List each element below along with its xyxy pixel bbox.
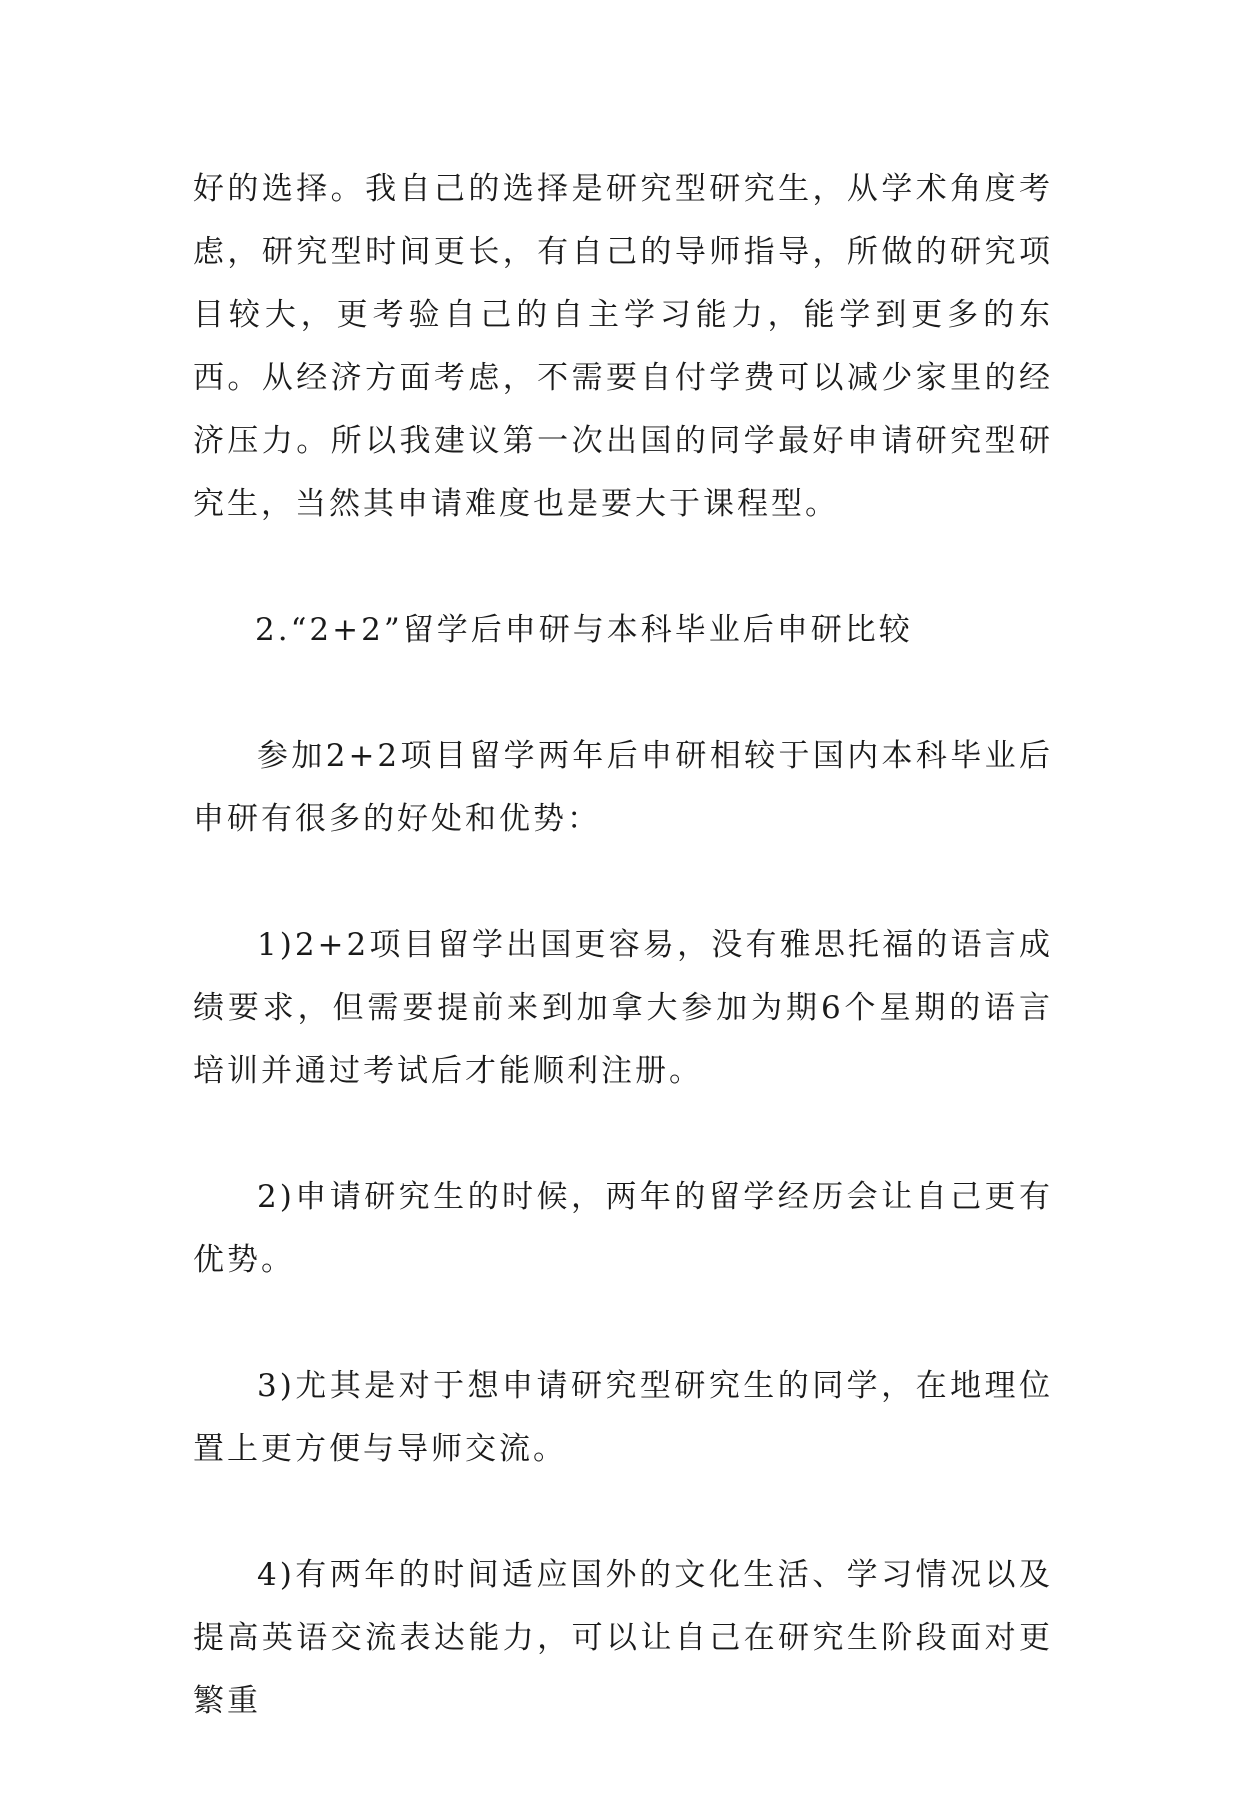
paragraph-continuation: 好的选择。我自己的选择是研究型研究生，从学术角度考虑，研究型时间更长，有自己的导师指导，所做的研究项目较大，更考验自己的自主学习能力，能学到更多的东西。从经济方面考虑，不需要自付学费可以减少家里的经济压力。所以我建议第一次出国的同学最好申请研究型研究生，当然其申请难度也是要大于课程型。	[193, 171, 1053, 522]
list-item-3: 3)尤其是对于想申请研究型研究生的同学，在地理位置上更方便与导师交流。	[193, 1368, 1053, 1467]
section-heading: 2.“2+2”留学后申研与本科毕业后申研比较	[255, 612, 913, 648]
list-item-1: 1)2+2项目留学出国更容易，没有雅思托福的语言成绩要求，但需要提前来到加拿大参加为期6个星期的语言培训并通过考试后才能顺利注册。	[193, 927, 1053, 1089]
list-item-4: 4)有两年的时间适应国外的文化生活、学习情况以及提高英语交流表达能力，可以让自己在研究生阶段面对更繁重	[193, 1557, 1053, 1719]
paragraph-intro: 参加2+2项目留学两年后申研相较于国内本科毕业后申研有很多的好处和优势：	[193, 738, 1053, 837]
list-item-2: 2)申请研究生的时候，两年的留学经历会让自己更有优势。	[193, 1179, 1053, 1278]
document-body	[193, 158, 1053, 1796]
